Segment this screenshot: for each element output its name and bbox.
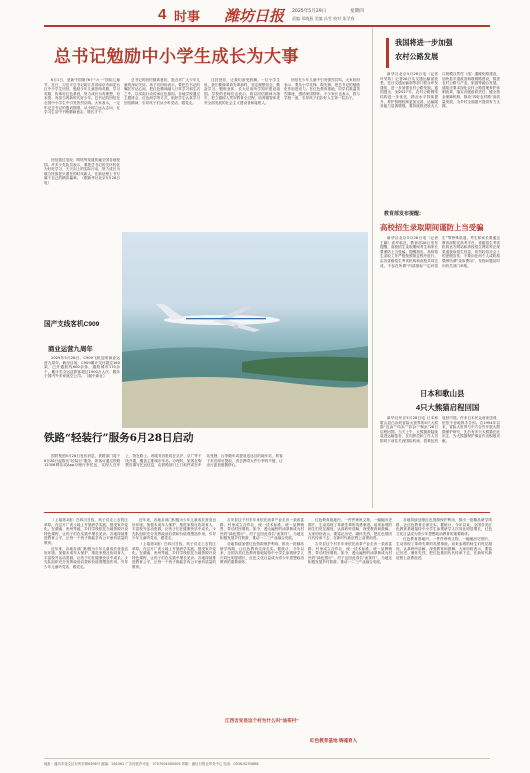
rural-roads-headline-2: 农村公路发展 xyxy=(395,52,439,61)
rural-roads-body: 新华社北京5月28日电（记者 叶昊鸣）记者28日从交通运输部获悉，近日交通运输部等部门联合印发通知，进一步加强农村公路发展。通知提出，到2027年，农村公路网络结构进一步优化，路况水平持续提升，养护管理机制更加完善，运输服务能力显著增强。要持续推进较大人口规模自然村（组）通硬化路建设，加快县乡道改造和联网路建设，推进农村公路与产业、旅游等融合发展。通知还要求深化农村公路管理养护体制改革，落实各级政府责任，健全资金保障机制，推动“四好农村路”高质量发展，为乡村全面振兴提供有力支撑。 xyxy=(380,72,500,109)
rail-body: 国铁集团5月28日发布消息，铁路部门将于6月28日起推出“轻装行”服务，旅客可通过铁路12306网站或App办理行李托运，实现人在车上、物在路上。该服务首批将在京沪、京广等干线开通，覆盖主要城市车站。办理时，旅客在购票后填写托运信息，由铁路部门上门取件或在车站受理，行李随车或提前送达目的地车站，旅客下车后即可提取，省去携带大件行李的不便，让出行更加便捷舒心。 xyxy=(44,454,283,468)
lead-col-1: 6月1日，是新中国第76个“六一”国际儿童节。近日，习近平总书记给江苏省南京市雨花台区中小学生回信，勉励少年儿童崇尚英雄、学习英雄，传承好红色基因，努力成长为有理想、有本领、有担当的新时代好少年。总书记的回信在全国中小学生中引发热烈反响。大家表示，一定牢记总书记的殷切期望，从小树立远大志向，在学习生活中不断磨砺意志、增长才干。 xyxy=(44,78,120,115)
lead-col-5: 回信通过电视、网络等渠道传遍全国各地校园。许多少先队员表示，要把总书记的关怀转化为好好学习、天天向上的实际行动，努力成长为堪当民族复兴重任的时代新人，在新征程上书写属于自己的精彩篇章。（据新华社北京5月28日电） xyxy=(44,158,120,185)
rural-roads-headline-1: 我国将进一步加强 xyxy=(395,38,453,47)
bottom-col-d: 红色教育基地内，一件件珍贵文物、一幅幅历史图片，生动再现了革命先辈的英勇事迹。前来参观的师生们驻足凝视，认真聆听讲解，深受教育和鼓舞。大家纷纷表示，要铭记历史、缅怀先烈，把红色基因代代传承下去，在新时代新征程上奋勇前进。 吉安县这个村多年来依托油茶产业走出一条致富路。村里成立合作社，统一技术标准、统一品牌销售，带动村民增收。如今，漫山遍野的油茶林成为村民的“绿色银行”，村子也因此得名“油茶村”。当地还积极发展乡村旅游，推动一二三产业融合发展。 xyxy=(308,518,392,565)
lead-col-4: 回信在少年儿童中引发强烈共鸣。大家纷纷表示，要从小学先锋、做先锋，把总书记的勉励化作前进动力。在红色教育基地，同学们重温英烈事迹，感悟家国情怀。不少家长也表示，将与学校一道，引导孩子们扣好人生第一粒扣子。 xyxy=(284,78,360,101)
footer-info: 地址：潍坊市奎文区东风东街6396号 邮编：261061 广告经营许可证：3707004000005 印刷：潍坊日报社印务中心 电话：0536-8255888 xyxy=(44,762,259,766)
lead-headline: 总书记勉励中小学生成长为大事 xyxy=(54,47,299,67)
masthead xyxy=(0,0,530,40)
column-divider xyxy=(372,28,373,508)
lead-col-3: 这封回信，让我们备受鼓舞。一位小学生说，我们要像革命先辈那样，坚定理想信念，勤奋学习，锻炼身体，长大后用所学知识建设祖国。学校的老师们也表示，将以回信精神为指引，把立德树人贯穿教育全过程，培养德智体美劳全面发展的社会主义建设者和接班人。 xyxy=(204,78,280,105)
panda-body: 新华社东京5月28日电 日本和歌山县白浜町冒险大世界的4只大熊猫“良浜”“结浜”“彩浜”“枫浜”28日启程回国。当天上午，大熊猫被陆续装进运输笼舍，在饲养员和工作人员陪同下前往关西国际机场，搭乘包机返回中国。许多日本民众前来送别，依依不舍地挥手告别。自1994年以来，冒险大世界与中方合作开展大熊猫保护研究，先后有多只大熊猫在此出生，为大熊猫保护事业作出积极贡献。 xyxy=(380,416,500,443)
bottom-col-b: 近年来，各地各部门积极为少年儿童成长营造良好环境。加强未成年人保护，推进家校社协同育人，丰富校外活动资源，让孩子们在健康快乐中成长。少先队组织充分发挥政治启蒙和价值观塑造作用，引导少年儿童听党话、跟党走。 （上接第1版）在四川甘孜，孩子们走上农牧区草原，在这片广袤土地上开展研学实践，感受家乡变化。在湖南、贵州等地，乡村学校依托当地资源开设特色课程，让孩子们在实践中增长见识。各地持续推进教育公平，让每一个孩子都能享有公平而有质量的教育。 xyxy=(132,518,216,569)
lead-col-2: 总书记的回信情真意切，饱含对广大少年儿童的深切关怀。孩子们纷纷表示，要把总书记的嘱托牢记心间，把红色精神融入日常学习和生活之中，以实际行动传承红色基因。各地学校通过主题班会、红色研学等方式，组织学生认真学习回信精神，引导孩子们从小听党话、跟党走。 xyxy=(124,78,200,105)
panda-headline-2: 4只大熊猫启程回国 xyxy=(416,403,480,412)
exam-kicker: 教育部发布提醒： xyxy=(384,211,425,217)
bottom-col-c: 吉安县这个村多年来依托油茶产业走出一条致富路。村里成立合作社，统一技术标准、统一品牌销售，带动村民增收。如今，漫山遍野的油茶林成为村民的“绿色银行”，村子也因此得名“油茶村”。当地还积极发展乡村旅游，推动一二三产业融合发展。 各地持续加强红色资源保护利用，推出一批精品研学线路，让红色教育走深走实。据统计，今年以来，全国各类红色教育基地接待中小学生参观研学人次同比明显增长，红色文化日益成为青少年思想政治教育的重要载体。 xyxy=(220,518,304,565)
oil-tea-headline: 江西吉安县这个村为什么叫“油茶村” xyxy=(225,718,299,723)
photo-caption-subtitle: 商业运营九周年 xyxy=(48,346,93,353)
footer-rule xyxy=(44,758,490,759)
section-rule xyxy=(44,512,490,513)
bottom-col-a: （上接第1版）在四川甘孜，孩子们走上农牧区草原，在这片广袤土地上开展研学实践，感受家乡变化。在湖南、贵州等地，乡村学校依托当地资源开设特色课程，让孩子们在实践中增长见识。各地持续推进教育公平，让每一个孩子都能享有公平而有质量的教育。 近年来，各地各部门积极为少年儿童成长营造良好环境。加强未成年人保护，推进家校社协同育人，丰富校外活动资源，让孩子们在健康快乐中成长。少先队组织充分发挥政治启蒙和价值观塑造作用，引导少年儿童听党话、跟党走。 xyxy=(44,518,128,569)
issue-date: 2025年5月29日 xyxy=(292,9,327,14)
page-number: 4 xyxy=(158,6,167,23)
rural-roads-box xyxy=(386,38,490,68)
issue-weekday: 星期四 xyxy=(350,9,364,14)
panda-headline-1: 日本和歌山县 xyxy=(420,389,465,398)
exam-headline: 高校招生录取期间谨防上当受骗 xyxy=(380,223,484,232)
exam-body: 新华社北京5月28日电（记者 王鹏）高考临近，教育部28日发布提醒，高校招生录取期间考生和家长要谨防上当受骗。提醒指出，高校招生录取工作严格按照规定程序进行，由各省级招生考试机构和高校共同完成，不存在所谓“内部指标”“定向招生”等特殊渠道。考生和家长要通过教育部阳光高考平台、省级招生考试机构官方网站和高校招生网站等正规渠道获取招生信息，切勿轻信社会上的虚假宣传，不要向任何个人或机构缴纳所谓“录取费用”，发现问题及时向有关部门举报。 xyxy=(380,236,500,268)
section-name: 时事 xyxy=(174,10,201,25)
rail-headline: 铁路“轻装行”服务6月28日启动 xyxy=(44,432,194,444)
bottom-col-e: 各地持续加强红色资源保护利用，推出一批精品研学线路，让红色教育走深走实。据统计，今年以来，全国各类红色教育基地接待中小学生参观研学人次同比明显增长，红色文化日益成为青少年思想政治教育的重要载体。 红色教育基地内，一件件珍贵文物、一幅幅历史图片，生动再现了革命先辈的英勇事迹。前来参观的师生们驻足凝视，认真聆听讲解，深受教育和鼓舞。大家纷纷表示，要铭记历史、缅怀先烈，把红色基因代代传承下去，在新时代新征程上奋勇前进。 xyxy=(396,518,492,560)
editor-credits: 责编 邓晓燕 美编 冯雪 校对 朱学春 xyxy=(292,16,355,21)
photo-caption-title: 国产支线客机C909 xyxy=(44,321,100,328)
masthead-rule xyxy=(44,25,490,27)
paper-name: 潍坊日报 xyxy=(224,7,285,25)
aircraft-photo xyxy=(122,232,368,428)
red-base-headline: 红色教育基地 铸魂育人 xyxy=(310,738,358,743)
photo-caption-text: 2025年5月28日，C909飞机迎来商业运营九周年。截至目前，C909累计交付超过160架，已开通航线600余条，通航城市170余个，累计安全运送旅客超过1900万人次，服务于国内外多家航空公司。（据中新社） xyxy=(44,356,120,379)
